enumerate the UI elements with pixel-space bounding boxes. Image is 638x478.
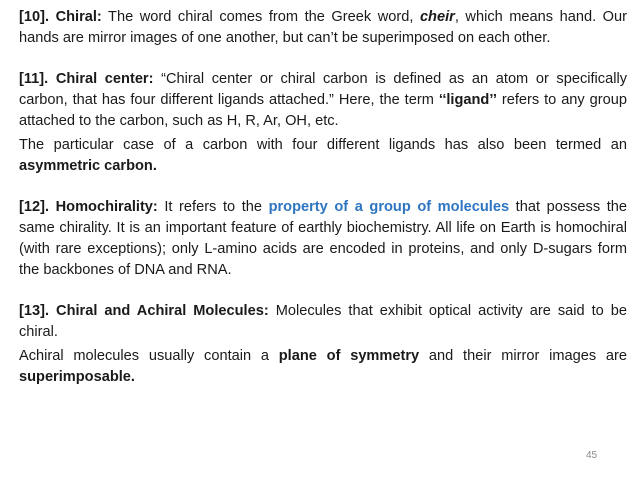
definition-text: “Chiral center or chiral carbon is defined as an atom or specifically carbon, that has four different ligands attached.” Here, the term <box>19 71 627 108</box>
reference-number: [11]. <box>19 71 49 87</box>
reference-number: [12]. <box>19 199 50 215</box>
note-text: and their mirror images are <box>419 348 627 364</box>
definition-chiral-achiral <box>19 301 627 343</box>
reference-number: [10]. <box>19 9 50 25</box>
definition-text: It refers to the <box>157 199 269 215</box>
term-homochirality: Homochirality: <box>55 199 158 215</box>
greek-word: cheir <box>419 9 455 25</box>
definition-chiral <box>19 7 627 49</box>
definition-text: that possess the same chirality. It is an important feature of earthly biochemistry. All life on Earth is homochiral (with rare exceptions); only L-amino acids are encoded in proteins, and only D-sugars form the backbones of DNA and RNA. <box>19 199 627 278</box>
definition-text: , which means hand. Our hands are mirror images of one another, but can’t be superimposed on each other. <box>19 9 628 46</box>
note-text: Achiral molecules usually contain a <box>19 348 279 364</box>
definition-homochirality <box>19 197 627 281</box>
definition-text: refers to any group attached to the carbon, such as H, R, Ar, OH, etc. <box>19 92 627 129</box>
definition-text: The word chiral comes from the Greek word, <box>101 9 420 25</box>
slide-content <box>19 7 627 388</box>
achiral-note <box>19 346 627 388</box>
note-text: The particular case of a carbon with four different ligands has also been termed an <box>19 137 627 153</box>
definition-text: Molecules that exhibit optical activity are said to be chiral. <box>19 303 627 340</box>
term-ligand: ‘‘ligand’’ <box>438 92 497 108</box>
term-asymmetric-carbon: asymmetric carbon. <box>19 158 157 174</box>
page-number: 45 <box>586 450 598 461</box>
term-plane-of-symmetry: plane of symmetry <box>278 348 420 364</box>
term-chiral: Chiral: <box>55 9 102 25</box>
definition-chiral-center <box>19 69 627 132</box>
term-chiral-center: Chiral center: <box>55 71 154 87</box>
term-chiral-achiral: Chiral and Achiral Molecules: <box>56 303 269 319</box>
highlighted-phrase: property of a group of molecules <box>268 199 510 215</box>
asymmetric-carbon-note <box>19 135 627 177</box>
term-superimposable: superimposable. <box>19 369 135 385</box>
reference-number: [13]. <box>19 303 50 319</box>
